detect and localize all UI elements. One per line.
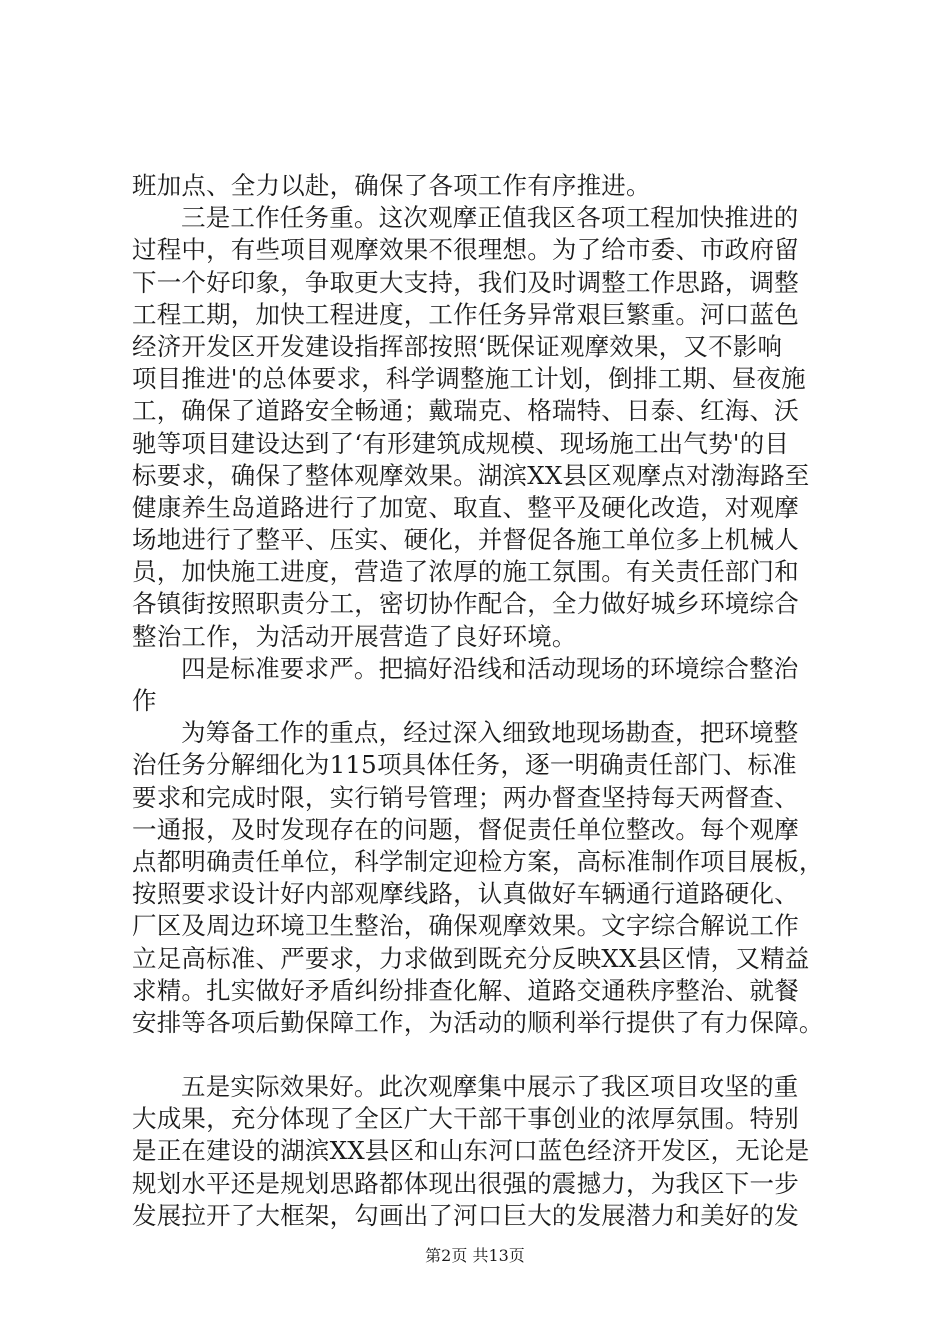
text-line: 场地进行了整平、压实、硬化，并督促各施工单位多上机械人 (132, 525, 799, 555)
document-body (132, 170, 837, 1232)
text-line: 求精。扎实做好矛盾纠纷排查化解、道路交通秩序整治、就餐 (132, 975, 799, 1005)
text-line: 下一个好印象，争取更大支持，我们及时调整工作思路，调整 (132, 267, 799, 297)
text-line: 要求和完成时限，实行销号管理；两办督查坚持每天两督查、 (132, 782, 799, 812)
text-line: 工，确保了道路安全畅通；戴瑞克、格瑞特、日泰、红海、沃 (132, 396, 799, 426)
text-line: 作 (132, 686, 157, 715)
text-line: 各镇街按照职责分工，密切协作配合，全力做好城乡环境综合 (132, 589, 799, 619)
text-line: 厂区及周边环境卫生整治，确保观摩效果。文字综合解说工作 (132, 911, 799, 941)
text-line: 按照要求设计好内部观摩线路，认真做好车辆通行道路硬化、 (132, 879, 799, 909)
text-line: 过程中，有些项目观摩效果不很理想。为了给市委、市政府留 (132, 235, 799, 265)
text-line: 五是实际效果好。此次观摩集中展示了我区项目攻坚的重 (181, 1072, 799, 1102)
page-footer: 第2页 共13页 (425, 1246, 525, 1265)
text-line: 员，加快施工进度，营造了浓厚的施工氛围。有关责任部门和 (132, 557, 799, 587)
text-line: 驰等项目建设达到了‘有形建筑成规模、现场施工出气势'的目 (132, 428, 790, 458)
text-line: 点都明确责任单位，科学制定迎检方案，高标准制作项目展板， (132, 846, 824, 876)
text-line: 为筹备工作的重点，经过深入细致地现场勘查，把环境整 (181, 718, 799, 748)
text-line: 整治工作，为活动开展营造了良好环境。 (132, 621, 577, 651)
text-block-1 (132, 170, 837, 1039)
paragraph-gap (132, 1039, 837, 1071)
text-line: 班加点、全力以赴，确保了各项工作有序推进。 (132, 171, 651, 200)
text-line: 一通报，及时发现存在的问题，督促责任单位整改。每个观摩 (132, 814, 799, 844)
text-line: 安排等各项后勤保障工作，为活动的顺利举行提供了有力保障。 (132, 1007, 824, 1037)
text-line: 健康养生岛道路进行了加宽、取直、整平及硬化改造，对观摩 (132, 492, 799, 522)
text-line: 治任务分解细化为115项具体任务，逐一明确责任部门、标准 (132, 750, 797, 780)
text-line: 是正在建设的湖滨XX县区和山东河口蓝色经济开发区，无论是 (132, 1136, 810, 1166)
text-block-2 (132, 1071, 837, 1232)
text-line: 大成果，充分体现了全区广大干部干事创业的浓厚氛围。特别 (132, 1104, 799, 1134)
text-line: 发展拉开了大框架，勾画出了河口巨大的发展潜力和美好的发 (132, 1200, 799, 1230)
text-line: 规划水平还是规划思路都体现出很强的震撼力，为我区下一步 (132, 1168, 799, 1198)
text-line: 四是标准要求严。把搞好沿线和活动现场的环境综合整治 (181, 653, 799, 683)
text-line: 立足高标准、严要求，力求做到既充分反映XX县区情，又精益 (132, 943, 810, 973)
text-line: 经济开发区开发建设指挥部按照‘既保证观摩效果，又不影响 (132, 331, 783, 361)
text-line: 工程工期，加快工程进度，工作任务异常艰巨繁重。河口蓝色 (132, 299, 799, 329)
text-line: 项目推进'的总体要求，科学调整施工计划，倒排工期、昼夜施 (132, 364, 806, 394)
text-line: 标要求，确保了整体观摩效果。湖滨XX县区观摩点对渤海路至 (132, 460, 810, 490)
text-line: 三是工作任务重。这次观摩正值我区各项工程加快推进的 (181, 203, 799, 233)
